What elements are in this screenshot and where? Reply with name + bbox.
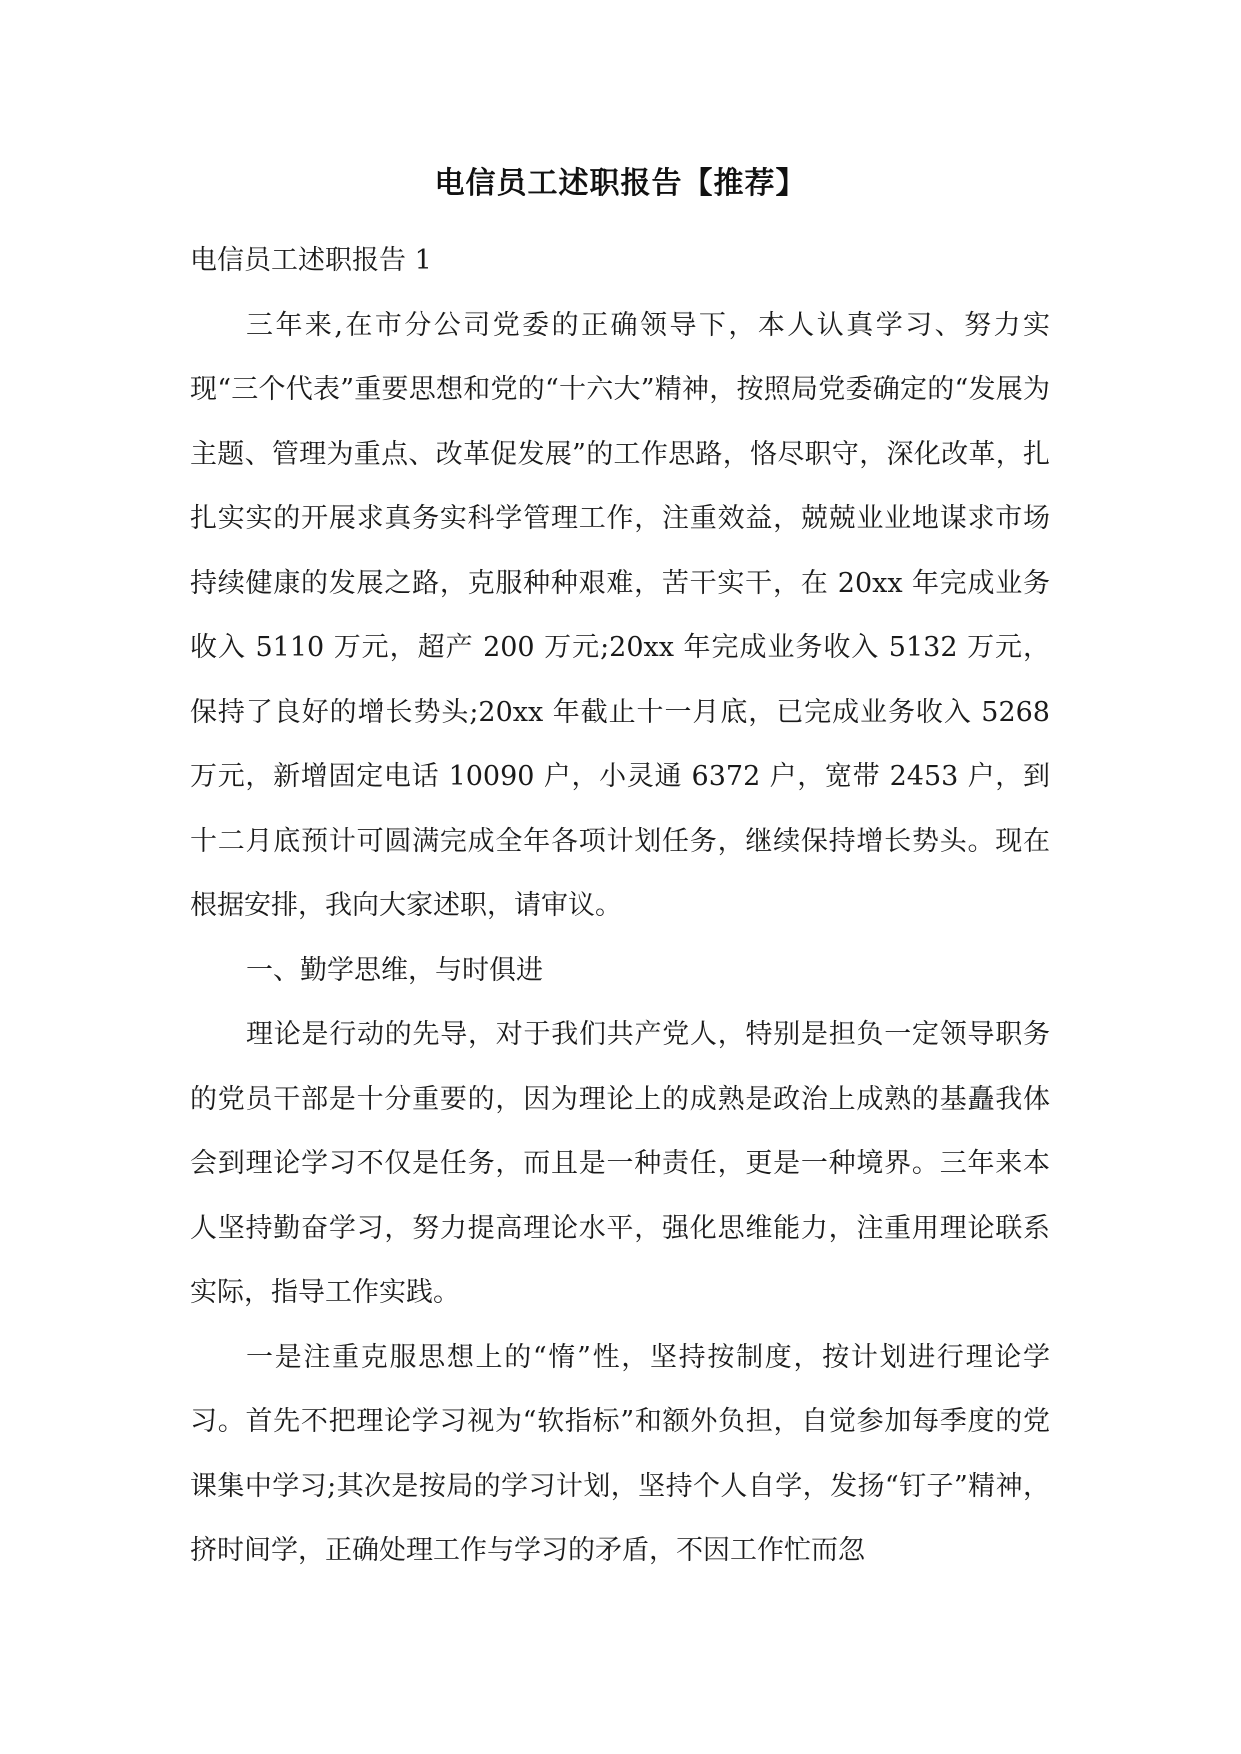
document-title: 电信员工述职报告【推荐】: [434, 166, 807, 201]
section-title: 电信员工述职报告 1: [190, 245, 432, 276]
paragraph-intro: 三年来,在市分公司党委的正确领导下，本人认真学习、努力实现“三个代表”重要思想和党的“十六大”精神，按照局党委确定的“发展为主题、管理为重点、改革促发展”的工作思路，恪尽职守，深化改革，扎扎实实的开展求真务实科学管理工作，注重效益，兢兢业业地谋求市场持续健康的发展之路，克服种种艰难，苦干实干，在 20xx 年完成业务收入 5110 万元，超产 200 万元;20xx 年完成业务收入 5132 万元，保持了良好的增长势头;20xx 年截止十一月底，已完成业务收入 5268 万元，新增固定电话 10090 户，小灵通 6372 户，宽带 2453 户，到十二月底预计可圆满完成全年各项计划任务，继续保持增长势头。现在根据安排，我向大家述职，请审议。: [190, 309, 1050, 921]
paragraph-first-point: 一是注重克服思想上的“惰”性，坚持按制度，按计划进行理论学习。首先不把理论学习视为“软指标”和额外负担，自觉参加每季度的党课集中学习;其次是按局的学习计划，坚持个人自学，发扬“钉子”精神，挤时间学，正确处理工作与学习的矛盾，不因工作忙而忽: [190, 1341, 1050, 1566]
heading-study: 一、勤学思维，与时俱进: [246, 954, 543, 986]
document-body: [190, 229, 1050, 1584]
paragraph-theory: 理论是行动的先导，对于我们共产党人，特别是担负一定领导职务的党员干部是十分重要的，因为理论上的成熟是政治上成熟的基矗我体会到理论学习不仅是任务，而且是一种责任，更是一种境界。三年来本人坚持勤奋学习，努力提高理论水平，强化思维能力，注重用理论联系实际，指导工作实践。: [190, 1019, 1050, 1308]
